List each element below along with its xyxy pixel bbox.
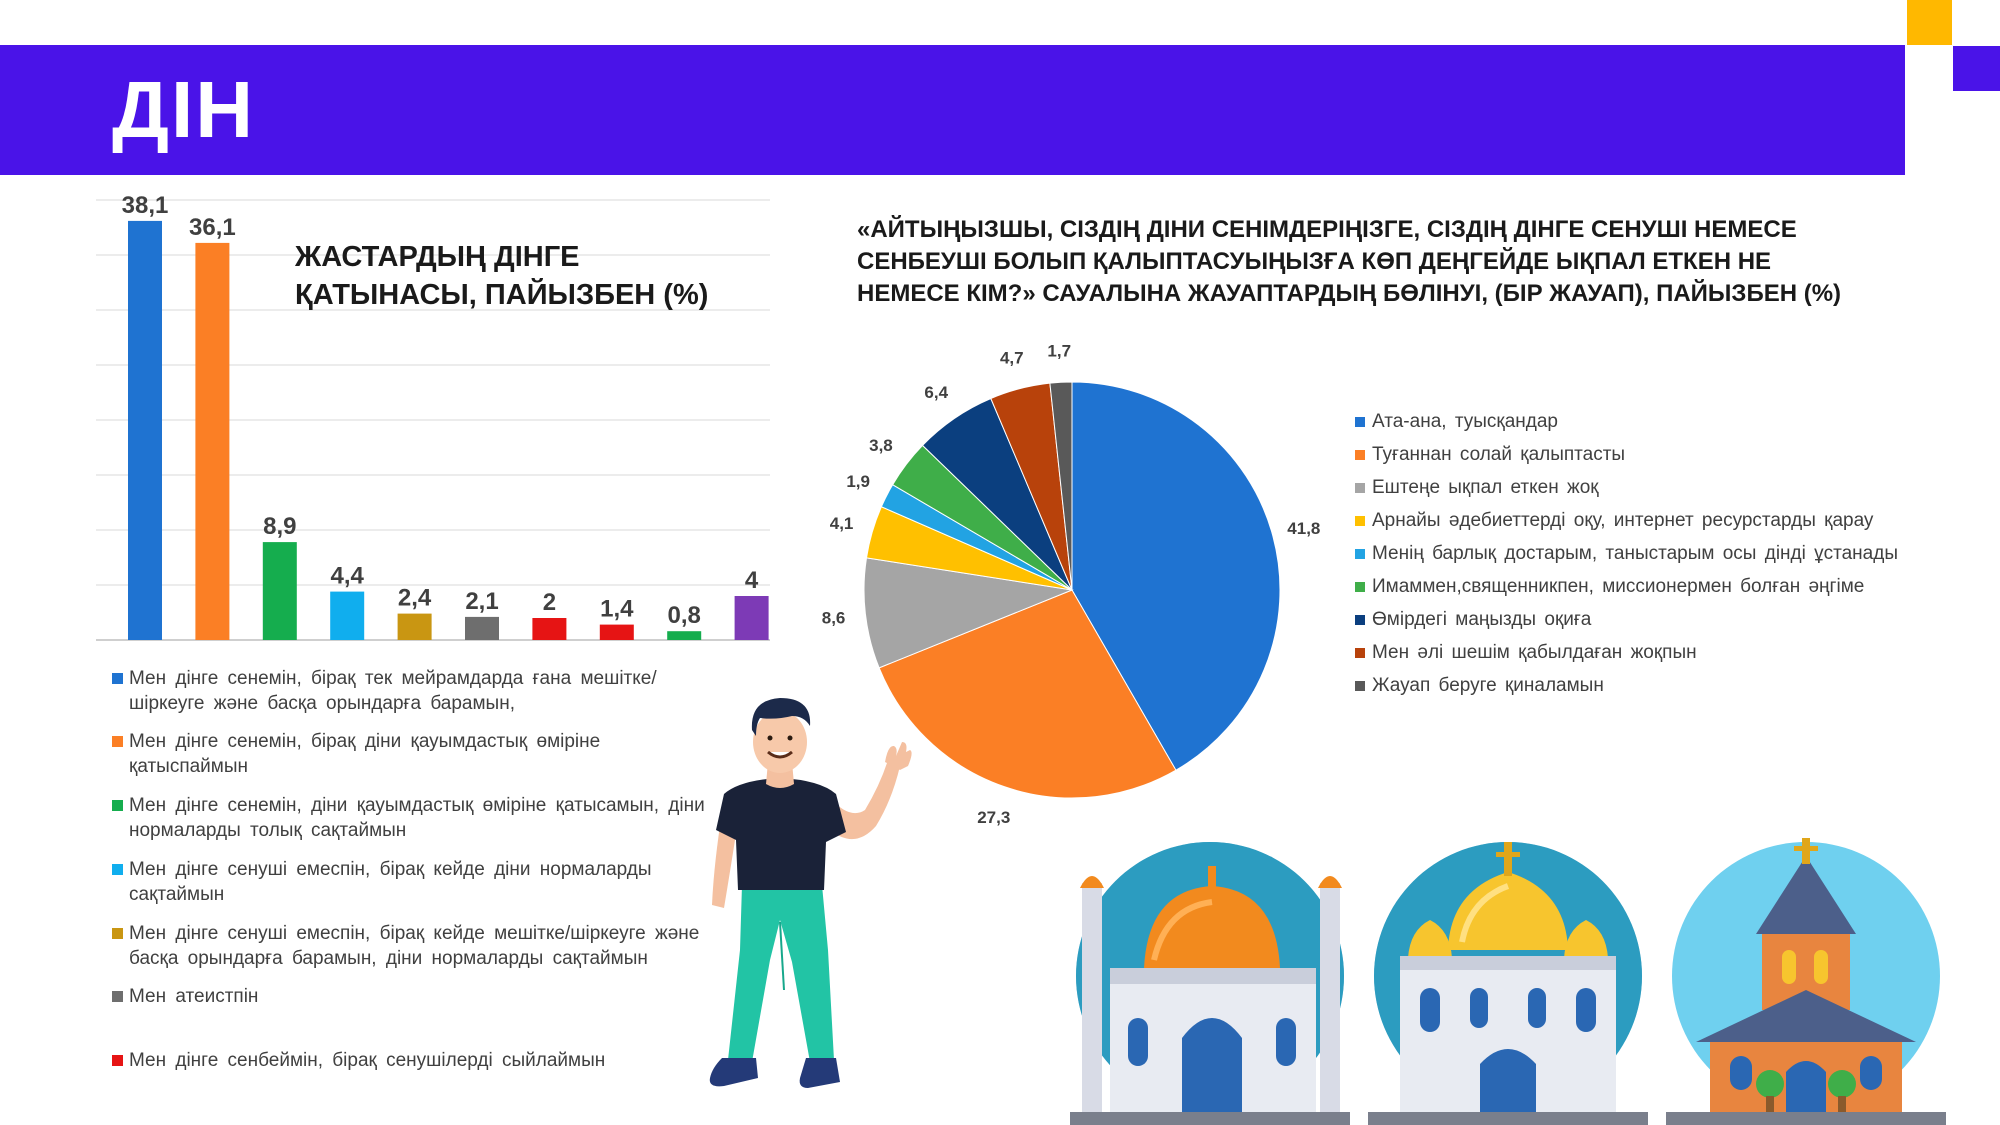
- pie-value-label: 1,9: [846, 472, 870, 492]
- bar-legend-item: [112, 729, 712, 779]
- bar-legend-item: [112, 793, 712, 843]
- legend-label: Менің барлық достарым, таныстарым осы дінді ұстанады: [1372, 543, 1898, 564]
- legend-label: Мен дінге сенбеймін, бірақ сенушілерді сыйлаймын: [129, 1050, 606, 1071]
- pie-legend-item: [1355, 476, 1995, 500]
- pie-value-label: 1,7: [1047, 341, 1072, 361]
- bar-value-label: 0,8: [667, 602, 701, 630]
- bar: [398, 614, 432, 640]
- bar-legend-item: [112, 1048, 712, 1073]
- legend-swatch: [112, 928, 123, 939]
- page-title: ДІН: [112, 65, 255, 154]
- bar-value-label: 38,1: [121, 191, 169, 219]
- legend-swatch: [1355, 615, 1365, 625]
- cathedral-icon: [1368, 842, 1648, 1125]
- bar-value-label: 4: [744, 567, 759, 594]
- legend-swatch: [112, 673, 123, 684]
- bar-legend-item: [112, 921, 712, 971]
- pie-legend-item: [1355, 674, 1995, 698]
- legend-label: Мен әлі шешім қабылдаған жоқпын: [1372, 642, 1697, 663]
- legend-label: Арнайы әдебиеттерді оқу, интернет ресурстарды қарау: [1372, 510, 1874, 531]
- legend-label: Мен дінге сенемін, бірақ діни қауымдастық өміріне қатыспаймын: [129, 731, 601, 777]
- legend-swatch: [112, 864, 123, 875]
- bar: [735, 596, 769, 640]
- pie-value-label: 6,4: [924, 383, 949, 403]
- legend-swatch: [1355, 648, 1365, 658]
- bar-value-label: 1,4: [600, 595, 634, 623]
- legend-swatch: [1355, 516, 1365, 526]
- pie-legend-item: [1355, 641, 1995, 665]
- bar: [667, 631, 701, 640]
- legend-swatch: [112, 1055, 123, 1066]
- mosque-icon: [1070, 842, 1350, 1125]
- bar: [532, 618, 566, 640]
- legend-label: Мен дінге сенемін, діни қауымдастық өміріне қатысамын, діни нормаларды толық сақтаймын: [129, 795, 705, 841]
- bar: [128, 221, 162, 640]
- legend-swatch: [112, 800, 123, 811]
- decor-square-yellow: [1907, 0, 1952, 45]
- legend-label: Мен атеистпін: [129, 986, 259, 1007]
- pie-value-label: 27,3: [977, 807, 1011, 827]
- bar-legend-item: [112, 666, 712, 716]
- bar: [330, 592, 364, 640]
- legend-label: Мен дінге сенуші емеспін, бірақ кейде мешітке/шіркеуге және басқа орындарға барамын, діни нормаларды сақтаймын: [129, 923, 700, 969]
- legend-swatch: [1355, 450, 1365, 460]
- legend-label: Ештеңе ықпал еткен жоқ: [1372, 477, 1599, 498]
- legend-swatch: [112, 991, 123, 1002]
- bar-value-label: 2,4: [397, 584, 432, 612]
- legend-swatch: [1355, 549, 1365, 559]
- bar: [600, 625, 634, 640]
- legend-label: Өмірдегі маңызды оқиға: [1372, 609, 1592, 630]
- pie-value-label: 8,6: [821, 608, 846, 628]
- legend-swatch: [1355, 582, 1365, 592]
- pie-legend-item: [1355, 410, 1995, 434]
- pie-value-label: 4,7: [999, 348, 1024, 368]
- bar: [465, 617, 499, 640]
- pie-chart-title: «АЙТЫҢЫЗШЫ, СІЗДІҢ ДІНИ СЕНІМДЕРІҢІЗГЕ, СІЗДІҢ ДІНГЕ СЕНУШІ НЕМЕСЕ СЕНБЕУШІ БОЛЫП ҚАЛЫПТАСУЫҢЫЗҒА КӨП ДЕҢГЕЙДЕ ЫҚПАЛ ЕТКЕН НЕ НЕМЕСЕ КІМ?» САУАЛЫНА ЖАУАПТАРДЫҢ БӨЛІНУІ, (БІР ЖАУАП), ПАЙЫЗБЕН (%): [857, 216, 1842, 307]
- bar-chart-title: ЖАСТАРДЫҢ ДІНГЕ ҚАТЫНАСЫ, ПАЙЫЗБЕН (%): [295, 241, 709, 311]
- bar: [263, 542, 297, 640]
- bar-value-label: 2,1: [465, 587, 499, 615]
- pie-legend-item: [1355, 575, 1995, 599]
- pie-legend-item: [1355, 542, 1995, 566]
- pie-legend-item: [1355, 608, 1995, 632]
- decor-square-purple: [1953, 46, 2000, 91]
- legend-label: Ата-ана, туысқандар: [1372, 411, 1558, 432]
- bar-legend-item: [112, 984, 712, 1009]
- title-banner: [0, 45, 1905, 175]
- legend-swatch: [1355, 483, 1365, 493]
- bar-value-label: 2: [542, 589, 557, 616]
- legend-label: Туғаннан солай қалыптасты: [1372, 444, 1626, 465]
- pie-value-label: 3,8: [869, 435, 893, 455]
- bar-value-label: 36,1: [189, 213, 236, 241]
- bar-value-label: 8,9: [263, 513, 297, 541]
- legend-label: Мен дінге сенемін, бірақ тек мейрамдарда ғана мешітке/шіркеуге және басқа орындарға барамын,: [129, 668, 657, 714]
- legend-label: Жауап беруге қиналамын: [1372, 675, 1604, 696]
- church-icon: [1666, 838, 1946, 1125]
- pie-value-label: 4,1: [829, 513, 854, 533]
- legend-label: Мен дінге сенуші емеспін, бірақ кейде діни нормаларды сақтаймын: [129, 859, 652, 905]
- legend-swatch: [1355, 681, 1365, 691]
- bar-value-label: 4,4: [330, 562, 364, 590]
- person-illustration: [680, 690, 920, 1125]
- legend-label: Имаммен,священникпен, миссионермен болған әңгіме: [1372, 576, 1865, 597]
- pie-legend-item: [1355, 509, 1995, 533]
- bar: [195, 243, 229, 640]
- legend-swatch: [112, 736, 123, 747]
- pie-legend-item: [1355, 443, 1995, 467]
- legend-swatch: [1355, 417, 1365, 427]
- bar-legend-item: [112, 857, 712, 907]
- religious-buildings-illustration: [1070, 838, 1970, 1125]
- pie-value-label: 41,8: [1287, 518, 1320, 538]
